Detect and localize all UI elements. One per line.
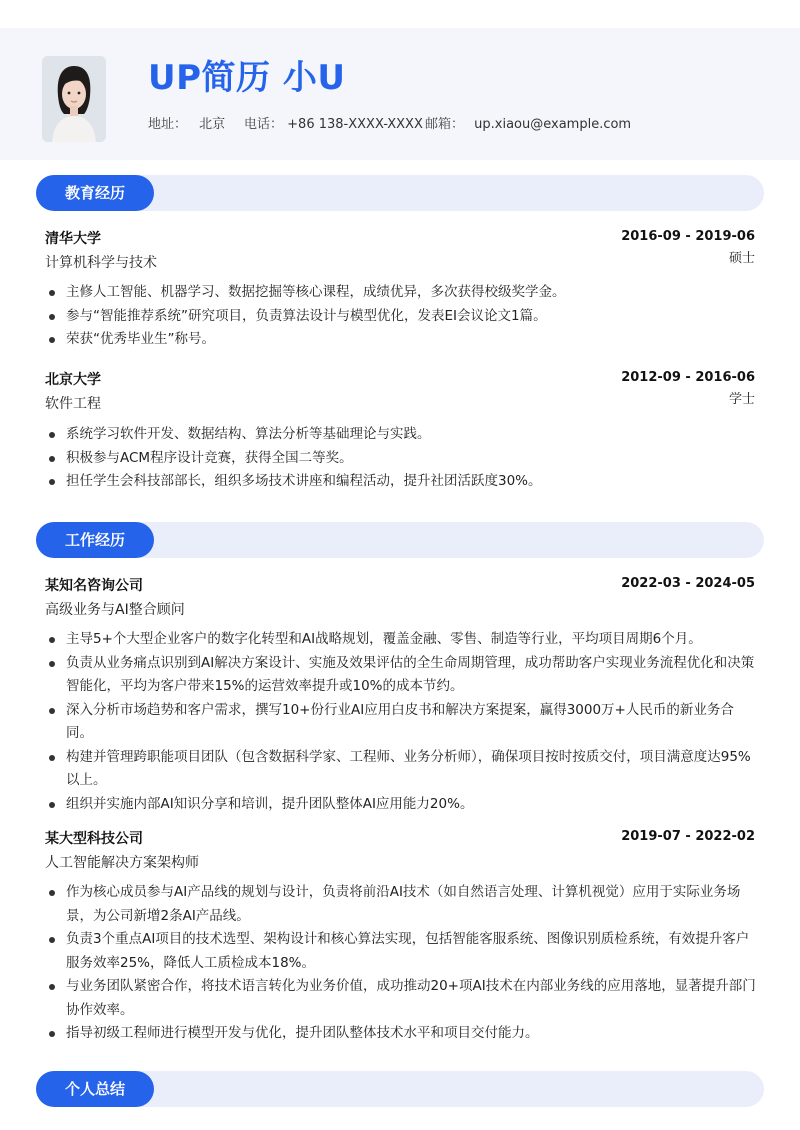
list-item: 主修人工智能、机器学习、数据挖掘等核心课程，成绩优异，多次获得校级奖学金。 [45, 281, 757, 305]
list-item: 组织并实施内部AI知识分享和培训，提升团队整体AI应用能力20%。 [45, 793, 757, 817]
resume-header [0, 28, 800, 160]
list-item: 负责从业务痛点识别到AI解决方案设计、实施及效果评估的全生命周期管理，成功帮助客户实现业务流程优化和决策智能化，平均为客户带来15%的运营效率提升或10%的成本节约。 [45, 652, 757, 699]
list-item: 作为核心成员参与AI产品线的规划与设计，负责将前沿AI技术（如自然语言处理、计算机视觉）应用于实际业务场景，为公司新增2条AI产品线。 [45, 881, 757, 928]
phone [244, 113, 423, 132]
work-bullets [45, 881, 757, 1046]
list-item: 主导5+个大型企业客户的数字化转型和AI战略规划，覆盖金融、零售、制造等行业，平均项目周期6个月。 [45, 628, 757, 652]
education-date: 2012-09 - 2016-06 [621, 370, 755, 385]
education-major: 计算机科学与技术 [45, 255, 157, 271]
work-section-bar [36, 522, 764, 558]
address-label: 地址： [148, 117, 188, 132]
work-date: 2019-07 - 2022-02 [621, 829, 755, 844]
work-company: 某知名咨询公司 [45, 578, 143, 594]
education-major: 软件工程 [45, 396, 101, 412]
phone-value: +86 138-XXXX-XXXX [287, 117, 423, 132]
address-value: 北京 [199, 117, 226, 132]
candidate-name: UP简历 小U [148, 58, 346, 98]
list-item: 系统学习软件开发、数据结构、算法分析等基础理论与实践。 [45, 423, 757, 447]
email-value: up.xiaou@example.com [474, 117, 632, 132]
list-item: 担任学生会科技部部长，组织多场技术讲座和编程活动，提升社团活跃度30%。 [45, 470, 757, 494]
list-item: 负责3个重点AI项目的技术选型、架构设计和核心算法实现，包括智能客服系统、图像识别质检系统，有效提升客户服务效率25%，降低人工质检成本18%。 [45, 928, 757, 975]
address [148, 113, 225, 132]
work-bullets [45, 628, 757, 816]
education-section-title: 教育经历 [36, 175, 154, 211]
list-item: 深入分析市场趋势和客户需求，撰写10+份行业AI应用白皮书和解决方案提案，赢得3000万+人民币的新业务合同。 [45, 699, 757, 746]
list-item: 积极参与ACM程序设计竞赛，获得全国二等奖。 [45, 447, 757, 471]
education-school: 北京大学 [45, 372, 101, 388]
education-school: 清华大学 [45, 231, 101, 247]
list-item: 构建并管理跨职能项目团队（包含数据科学家、工程师、业务分析师），确保项目按时按质交付，项目满意度达95%以上。 [45, 746, 757, 793]
summary-section-title: 个人总结 [36, 1071, 154, 1107]
phone-label: 电话： [244, 117, 284, 132]
work-role: 高级业务与AI整合顾问 [45, 602, 185, 618]
education-date: 2016-09 - 2019-06 [621, 229, 755, 244]
avatar [42, 56, 106, 142]
education-bullets [45, 423, 757, 494]
avatar-photo-icon [42, 56, 106, 142]
education-degree: 硕士 [728, 251, 755, 266]
summary-section-bar [36, 1071, 764, 1107]
email [425, 113, 631, 132]
education-bullets [45, 281, 757, 352]
email-label: 邮箱： [425, 117, 465, 132]
work-section-title: 工作经历 [36, 522, 154, 558]
work-company: 某大型科技公司 [45, 831, 143, 847]
work-date: 2022-03 - 2024-05 [621, 576, 755, 591]
list-item: 荣获“优秀毕业生”称号。 [45, 328, 757, 352]
work-role: 人工智能解决方案架构师 [45, 855, 199, 871]
list-item: 与业务团队紧密合作，将技术语言转化为业务价值，成功推动20+项AI技术在内部业务线的应用落地，显著提升部门协作效率。 [45, 975, 757, 1022]
list-item: 指导初级工程师进行模型开发与优化，提升团队整体技术水平和项目交付能力。 [45, 1022, 757, 1046]
education-section-bar [36, 175, 764, 211]
list-item: 参与“智能推荐系统”研究项目，负责算法设计与模型优化，发表EI会议论文1篇。 [45, 305, 757, 329]
education-degree: 学士 [728, 392, 755, 407]
